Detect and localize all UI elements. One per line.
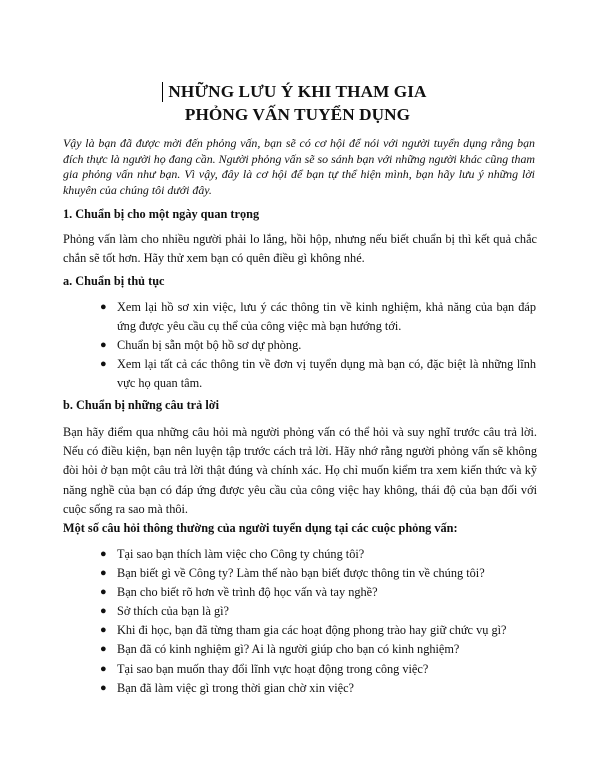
document-title-line-1: NHỮNG LƯU Ý KHI THAM GIA [168, 82, 427, 101]
section-1-heading: 1. Chuẩn bị cho một ngày quan trọng [63, 207, 260, 221]
subsection-b-paragraph: Bạn hãy điểm qua những câu hỏi mà người phỏng vấn có thể hỏi và suy nghĩ trước câu trả lời. Nếu có điều kiện, bạn nên luyện tập trước cách trả lời. Hãy nhớ rằng người phỏng vấn sẽ không đòi hỏi ở bạn một câu trả lời thật đúng và chính xác. Họ chỉ muốn kiểm tra xem kiến thức và kỹ năng nghề của bạn có đáp ứng được yêu cầu của công việc hay không, thái độ của bạn đối với cuộc sống ra sao mà thôi. [63, 425, 537, 516]
list-item [100, 660, 536, 679]
list-item-text: Chuẩn bị sẵn một bộ hồ sơ dự phòng. [117, 338, 302, 352]
bullet-icon: ● [100, 358, 107, 370]
bullet-icon: ● [100, 605, 107, 618]
bullet-icon: ● [100, 567, 107, 580]
document-title-line-2: PHỎNG VẤN TUYỂN DỤNG [184, 105, 411, 124]
bullet-icon: ● [100, 301, 107, 313]
questions-heading: Một số câu hỏi thông thường của người tuyển dụng tại các cuộc phỏng vấn: [63, 521, 458, 535]
list-item [100, 679, 536, 698]
list-item [100, 583, 536, 602]
bullet-icon: ● [100, 662, 107, 675]
list-item [100, 621, 536, 640]
list-item-text: Tại sao bạn muốn thay đổi lĩnh vực hoạt động trong công việc? [117, 661, 429, 676]
bullet-icon: ● [100, 548, 107, 560]
bullet-icon: ● [100, 643, 107, 656]
subsection-b-heading: b. Chuẩn bị những câu trả lời [63, 398, 219, 412]
list-item-text: Khi đi học, bạn đã từng tham gia các hoạt động phong trào hay giữ chức vụ gì? [117, 623, 507, 638]
text-cursor [162, 82, 163, 102]
list-item [100, 640, 536, 659]
list-item-text: Bạn đã làm việc gì trong thời gian chờ xin việc? [117, 680, 355, 695]
procedures-list [100, 298, 536, 393]
list-item [100, 564, 536, 583]
list-item-text: Bạn biết gì về Công ty? Làm thế nào bạn biết được thông tin về chúng tôi? [117, 566, 485, 581]
subsection-a-heading: a. Chuẩn bị thủ tục [63, 274, 165, 288]
list-item-text: Bạn cho biết rõ hơn về trình độ học vấn và tay nghề? [117, 585, 378, 600]
questions-list [100, 545, 536, 698]
section-1-paragraph: Phỏng vấn làm cho nhiều người phải lo lắng, hồi hộp, nhưng nếu biết chuẩn bị thì kết quả chắc chắn sẽ tốt hơn. Hãy thử xem bạn có quên điều gì không nhé. [63, 232, 537, 266]
list-item-text: Xem lại tất cả các thông tin về đơn vị tuyển dụng mà bạn có, đặc biệt là những lĩnh vực họ quan tâm. [117, 357, 536, 390]
list-item-text: Bạn đã có kinh nghiệm gì? Ai là người giúp cho bạn có kinh nghiệm? [117, 642, 460, 657]
intro-paragraph: Vậy là bạn đã được mời đến phỏng vấn, bạn sẽ có cơ hội để nói với người tuyển dụng rằng bạn đích thực là người họ đang cần. Người phỏng vấn sẽ so sánh bạn với những người khác cũng tham gia phỏng vấn như bạn. Vì vậy, đây là cơ hội để bạn tự thể hiện mình, bạn hãy lưu ý những lời khuyên của chúng tôi dưới đây. [63, 136, 535, 198]
list-item [100, 336, 536, 355]
list-item [100, 545, 536, 564]
list-item [100, 602, 536, 621]
list-item-text: Sở thích của bạn là gì? [117, 604, 230, 619]
bullet-icon: ● [100, 586, 107, 599]
list-item-text: Xem lại hồ sơ xin việc, lưu ý các thông tin về kinh nghiệm, khả năng của bạn đáp ứng được yêu cầu cụ thể của công việc mà bạn hướng tới. [117, 300, 536, 333]
bullet-icon: ● [100, 681, 107, 694]
bullet-icon: ● [100, 624, 107, 637]
list-item-text: Tại sao bạn thích làm việc cho Công ty chúng tôi? [117, 547, 365, 561]
bullet-icon: ● [100, 339, 107, 351]
list-item [100, 298, 536, 336]
list-item [100, 355, 536, 393]
